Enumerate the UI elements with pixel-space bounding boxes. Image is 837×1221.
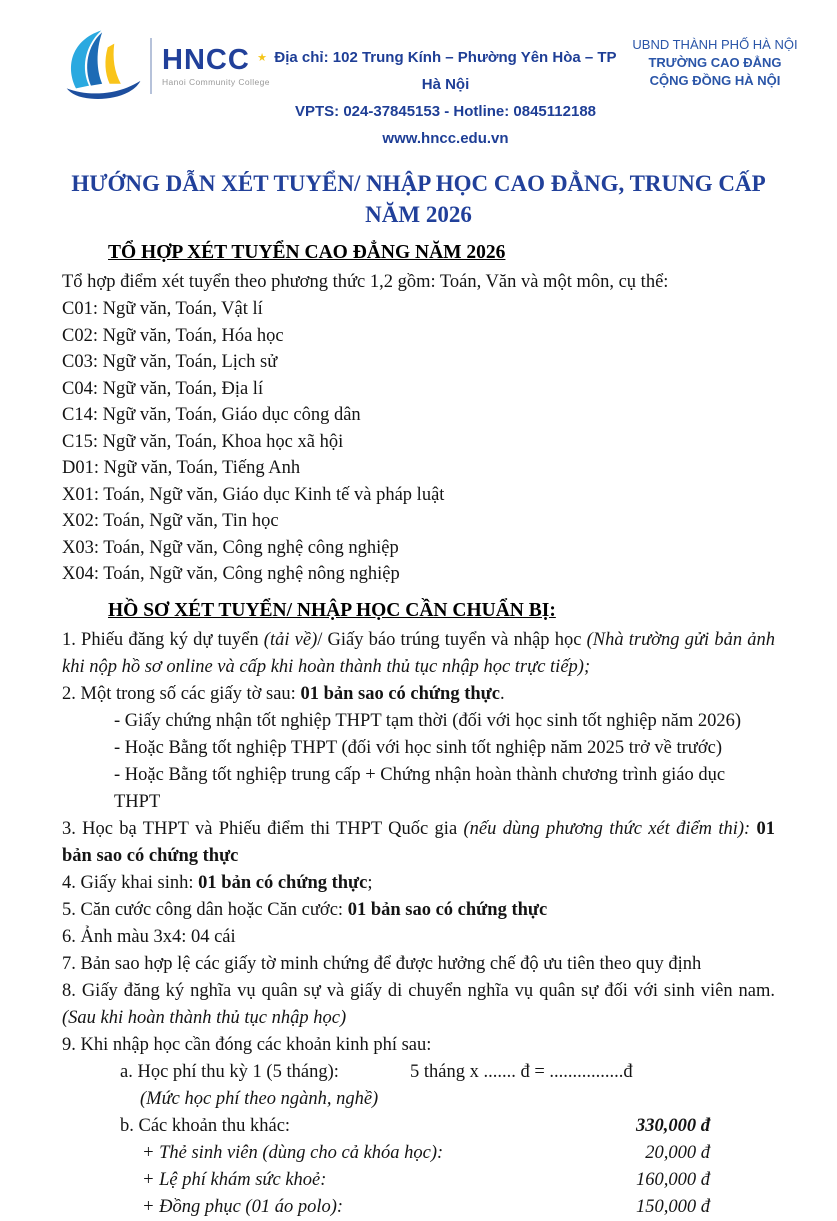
page-title <box>0 168 837 230</box>
combination-item: X01: Toán, Ngữ văn, Giáo dục Kinh tế và pháp luật <box>62 484 445 505</box>
document-item-1: 1. Phiếu đăng ký dự tuyển (tải về)/ Giấy báo trúng tuyển và nhập học (Nhà trường gửi bản ảnh khi nộp hồ sơ online và cấp khi hoàn thành thủ tục nhập học trực tiếp); <box>62 629 775 677</box>
document-item-6: 6. Ảnh màu 3x4: 04 cái <box>62 926 236 947</box>
letterhead <box>0 0 837 152</box>
document-item-2-sub-1: - Giấy chứng nhận tốt nghiệp THPT tạm thời (đối với học sinh tốt nghiệp năm 2026) <box>114 710 742 731</box>
section-documents-heading: HỒ SƠ XÉT TUYỂN/ NHẬP HỌC CẦN CHUẨN BỊ: <box>108 599 556 621</box>
fee-uniform-amount: 150,000 đ <box>636 1196 710 1217</box>
document-item-4: 4. Giấy khai sinh: 01 bản có chứng thực; <box>62 872 373 893</box>
hncc-logo <box>62 28 274 104</box>
fee-row-other-total <box>62 1113 775 1140</box>
combinations-intro: Tổ hợp điểm xét tuyển theo phương thức 1,2 gồm: Toán, Văn và một môn, cụ thể: <box>62 272 669 292</box>
fee-row-tuition <box>62 1059 775 1086</box>
document-item-8: 8. Giấy đăng ký nghĩa vụ quân sự và giấy di chuyển nghĩa vụ quân sự đối với sinh viên nam. (Sau khi hoàn thành thủ tục nhập học) <box>62 980 775 1028</box>
website-link[interactable]: www.hncc.edu.vn <box>382 130 509 147</box>
org-block <box>617 28 813 90</box>
fee-student-card-label: + Thẻ sinh viên (dùng cho cả khóa học): <box>142 1142 444 1163</box>
combination-item: C15: Ngữ văn, Toán, Khoa học xã hội <box>62 431 344 452</box>
contact-address: Địa chỉ: 102 Trung Kính – Phường Yên Hòa – TP Hà Nội <box>274 49 617 93</box>
combination-item: X04: Toán, Ngữ văn, Công nghệ nông nghiệp <box>62 564 400 584</box>
fee-other-amount: 330,000 đ <box>636 1115 710 1136</box>
combination-item: C04: Ngữ văn, Toán, Địa lí <box>62 378 264 399</box>
contact-phone: VPTS: 024-37845153 - Hotline: 0845112188 <box>294 103 597 120</box>
contact-block <box>274 28 617 152</box>
fee-row-uniform <box>62 1194 775 1221</box>
document-item-2-sub-2: - Hoặc Bằng tốt nghiệp THPT (đối với học sinh tốt nghiệp năm 2025 trở về trước) <box>114 737 722 758</box>
org-name-line1: TRƯỜNG CAO ĐẲNG <box>648 55 782 70</box>
sailboat-logo-icon <box>62 28 146 104</box>
document-item-9: 9. Khi nhập học cần đóng các khoản kinh phí sau: <box>62 1034 432 1055</box>
combination-item: D01: Ngữ văn, Toán, Tiếng Anh <box>62 458 301 478</box>
fee-tuition-label: a. Học phí thu kỳ 1 (5 tháng): <box>120 1061 339 1082</box>
fee-row-student-card <box>62 1140 775 1167</box>
combination-item: C02: Ngữ văn, Toán, Hóa học <box>62 325 284 346</box>
star-icon: ★ <box>257 52 267 64</box>
logo-acronym: HNCC <box>162 44 250 76</box>
fee-health-check-amount: 160,000 đ <box>636 1169 710 1190</box>
fee-other-label: b. Các khoản thu khác: <box>120 1115 291 1136</box>
combination-item: X03: Toán, Ngữ văn, Công nghệ công nghiệp <box>62 537 399 558</box>
logo-text-block <box>162 45 270 87</box>
page-title-line2: NĂM 2026 <box>365 202 472 227</box>
document-item-2: 2. Một trong số các giấy tờ sau: 01 bản sao có chứng thực. <box>62 683 505 704</box>
combination-item: C14: Ngữ văn, Toán, Giáo dục công dân <box>62 405 361 425</box>
document-item-7: 7. Bản sao hợp lệ các giấy tờ minh chứng để được hưởng chế độ ưu tiên theo quy định <box>62 953 702 974</box>
fee-uniform-label: + Đồng phục (01 áo polo): <box>142 1196 344 1217</box>
combination-item: X02: Toán, Ngữ văn, Tin học <box>62 511 279 531</box>
section-combinations-heading: TỔ HỢP XÉT TUYỂN CAO ĐẲNG NĂM 2026 <box>108 242 506 263</box>
fee-tuition-note: (Mức học phí theo ngành, nghề) <box>140 1088 379 1109</box>
document-item-5: 5. Căn cước công dân hoặc Căn cước: 01 bản sao có chứng thực <box>62 899 548 920</box>
fee-row-health-check <box>62 1167 775 1194</box>
document-item-2-sub-3: - Hoặc Bằng tốt nghiệp trung cấp + Chứng nhận hoàn thành chương trình giáo dục THPT <box>114 764 726 812</box>
org-parent-name: UBND THÀNH PHỐ HÀ NỘI <box>632 37 798 52</box>
fee-tuition-formula: 5 tháng x ....... đ = ................đ <box>410 1061 633 1082</box>
document-item-3: 3. Học bạ THPT và Phiếu điểm thi THPT Quốc gia (nếu dùng phương thức xét điểm thi): 01 bản sao có chứng thực <box>62 818 776 866</box>
combination-item: C01: Ngữ văn, Toán, Vật lí <box>62 299 263 319</box>
org-name-line2: CỘNG ĐỒNG HÀ NỘI <box>649 73 781 88</box>
fee-health-check-label: + Lệ phí khám sức khoẻ: <box>142 1169 327 1190</box>
combination-item: C03: Ngữ văn, Toán, Lịch sử <box>62 352 278 372</box>
fee-student-card-amount: 20,000 đ <box>645 1142 710 1163</box>
logo-tagline: Hanoi Community College <box>162 77 270 87</box>
logo-divider <box>150 38 152 94</box>
document-body <box>0 239 837 1221</box>
page-title-line1: HƯỚNG DẪN XÉT TUYỂN/ NHẬP HỌC CAO ĐẲNG, TRUNG CẤP <box>71 171 766 196</box>
